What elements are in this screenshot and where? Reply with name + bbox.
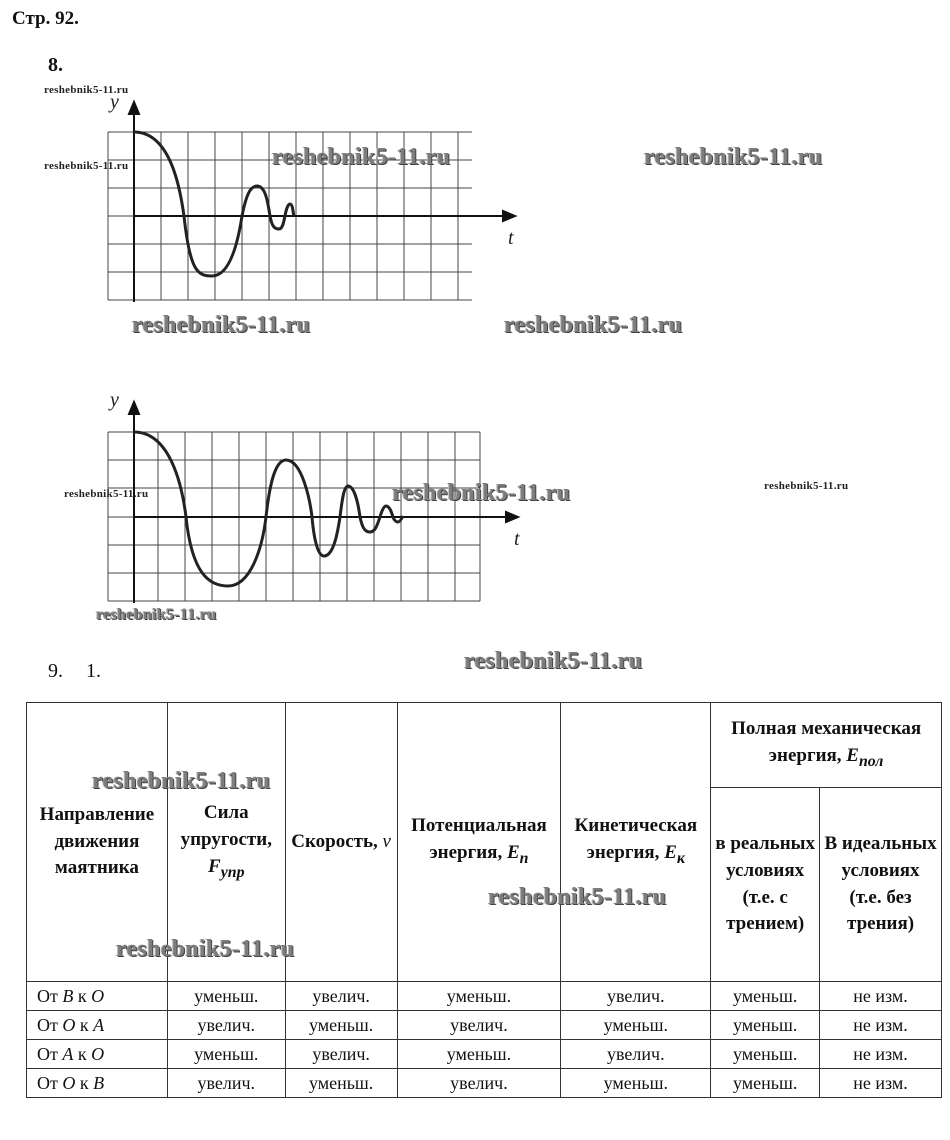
cell-potential: уменьш. <box>397 982 561 1011</box>
cell-potential: увелич. <box>397 1011 561 1040</box>
cell-kinetic: уменьш. <box>561 1069 711 1098</box>
cell-direction: От A к O <box>27 1040 168 1069</box>
cell-potential: уменьш. <box>397 1040 561 1069</box>
header-speed: Скорость, v <box>285 703 397 982</box>
table-row <box>27 1040 942 1069</box>
cell-ideal: не изм. <box>820 982 942 1011</box>
cell-ideal: не изм. <box>820 1040 942 1069</box>
graph-damped-oscillation-1 <box>100 92 530 312</box>
cell-direction: От B к O <box>27 982 168 1011</box>
oscillation-curve <box>134 432 403 586</box>
cell-force: увелич. <box>167 1069 285 1098</box>
cell-real: уменьш. <box>711 1011 820 1040</box>
cell-ideal: не изм. <box>820 1011 942 1040</box>
cell-direction: От O к A <box>27 1011 168 1040</box>
cell-speed: уменьш. <box>285 1011 397 1040</box>
header-potential: Потенциальная энергия, $E_п$ <box>397 703 561 982</box>
cell-potential: увелич. <box>397 1069 561 1098</box>
watermark: reshebnik5-11.ru <box>464 648 643 674</box>
header-total-energy: Полная механическая энергия, $E_{пол}$ <box>711 703 942 788</box>
t-label: t <box>508 227 514 249</box>
header-direction: Направление движения маятника <box>27 703 168 982</box>
cell-ideal: не изм. <box>820 1069 942 1098</box>
watermark: reshebnik5-11.ru <box>96 606 217 623</box>
cell-speed: увелич. <box>285 982 397 1011</box>
oscillation-curve <box>134 132 294 276</box>
cell-real: уменьш. <box>711 1069 820 1098</box>
cell-force: увелич. <box>167 1011 285 1040</box>
header-real-conditions: в реальных условиях (т.е. с трением) <box>711 788 820 982</box>
watermark: reshebnik5-11.ru <box>92 768 271 794</box>
header-kinetic: Кинетическая энергия, $E_к$ <box>561 703 711 982</box>
task-9-subitem: 1. <box>86 660 101 682</box>
cell-direction: От O к B <box>27 1069 168 1098</box>
watermark: reshebnik5-11.ru <box>764 480 849 492</box>
cell-speed: увелич. <box>285 1040 397 1069</box>
header-force: Сила упругости, $F_{упр}$ <box>167 703 285 982</box>
header-ideal-conditions: В идеальных условиях (т.е. без трения) <box>820 788 942 982</box>
task-8-number: 8. <box>48 54 63 76</box>
cell-real: уменьш. <box>711 982 820 1011</box>
cell-force: уменьш. <box>167 982 285 1011</box>
cell-kinetic: увелич. <box>561 982 711 1011</box>
table-row <box>27 1069 942 1098</box>
cell-kinetic: увелич. <box>561 1040 711 1069</box>
watermark: reshebnik5-11.ru <box>64 488 149 500</box>
watermark: reshebnik5-11.ru <box>44 84 129 96</box>
watermark: reshebnik5-11.ru <box>392 480 571 506</box>
watermark: reshebnik5-11.ru <box>132 312 311 338</box>
t-label: t <box>514 528 520 550</box>
cell-force: уменьш. <box>167 1040 285 1069</box>
energy-table <box>26 702 942 1098</box>
task-9-number: 9. <box>48 660 63 682</box>
watermark: reshebnik5-11.ru <box>644 144 823 170</box>
watermark: reshebnik5-11.ru <box>504 312 683 338</box>
task-9-heading <box>48 660 119 683</box>
table-row <box>27 982 942 1011</box>
watermark: reshebnik5-11.ru <box>272 144 451 170</box>
cell-real: уменьш. <box>711 1040 820 1069</box>
watermark: reshebnik5-11.ru <box>488 884 667 910</box>
y-label: y <box>110 389 119 411</box>
table-row <box>27 1011 942 1040</box>
watermark: reshebnik5-11.ru <box>44 160 129 172</box>
cell-speed: уменьш. <box>285 1069 397 1098</box>
page-title: Стр. 92. <box>12 8 79 29</box>
cell-kinetic: уменьш. <box>561 1011 711 1040</box>
watermark: reshebnik5-11.ru <box>116 936 295 962</box>
y-label: y <box>110 91 119 113</box>
